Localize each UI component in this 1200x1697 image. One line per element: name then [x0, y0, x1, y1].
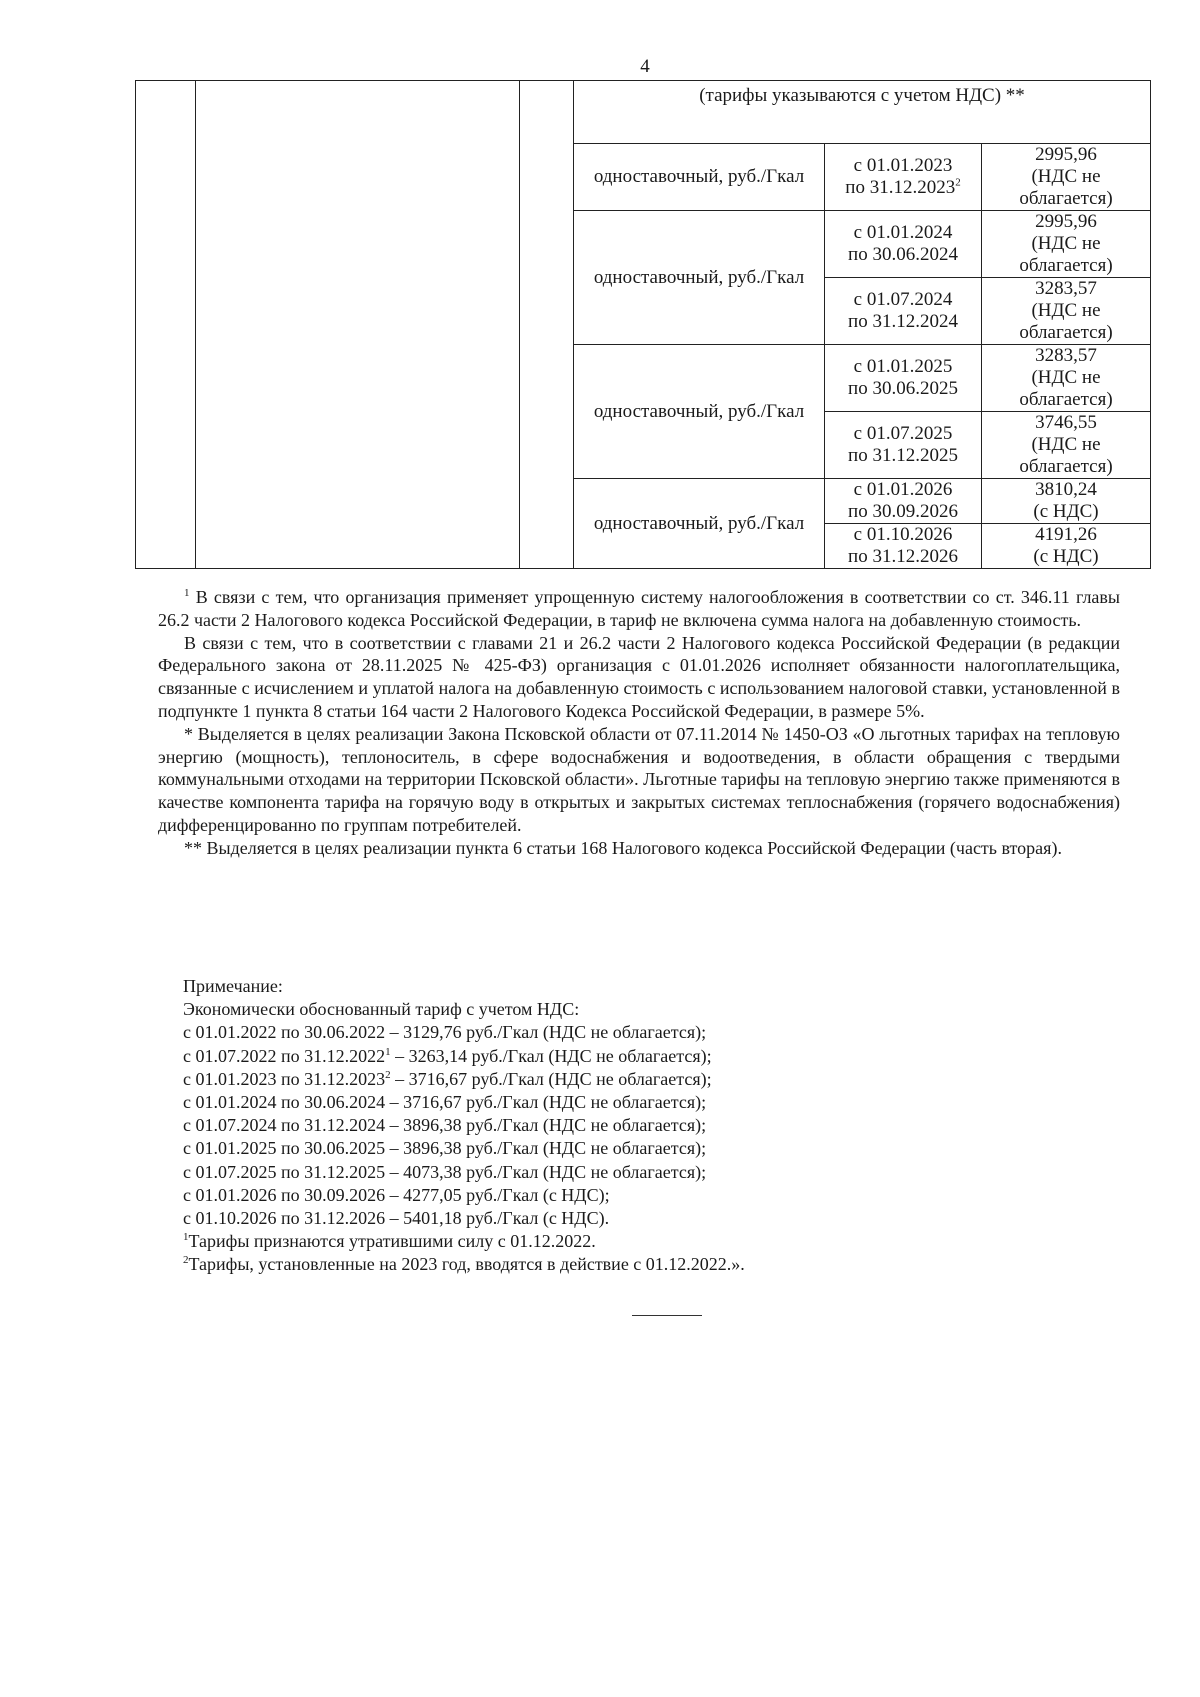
remark-value: – 3716,67 руб./Гкал (НДС не облагается); — [390, 1068, 712, 1089]
tariff-value — [982, 412, 1151, 479]
remark-period: с 01.01.2023 по 31.12.2023 — [183, 1068, 386, 1089]
page-number: 4 — [640, 56, 650, 77]
empty-cell-1 — [136, 81, 196, 569]
tariff-amount: 2995,96 — [1035, 211, 1097, 232]
footnote-text: * Выделяется в целях реализации Закона Псковской области от 07.11.2014 № 1450-ОЗ «О льготных тарифах на тепловую энергию (мощность), теплоноситель, в сфере водоснабжения и водоотведения, в области обращения с твердыми коммунальными отходами на территории Псковской области». Льготные тарифы на тепловую энергию также применяются в качестве компонента тарифа на горячую воду в открытых и закрытых системах теплоснабжения (горячего водоснабжения) дифференцированно по группам потребителей. — [158, 723, 1120, 835]
period-from: с 01.10.2026 — [853, 524, 953, 545]
period-to — [829, 501, 977, 523]
remark-value: – 3896,38 руб./Гкал (НДС не облагается); — [385, 1115, 707, 1136]
period-to — [829, 546, 977, 568]
remark-period: с 01.01.2025 по 30.06.2025 — [183, 1138, 386, 1159]
tariff-value — [982, 211, 1151, 278]
period-from: с 01.07.2024 — [853, 289, 953, 310]
remark-period: с 01.01.2022 по 30.06.2022 — [183, 1022, 386, 1043]
remark-period: с 01.10.2026 по 31.12.2026 — [183, 1208, 386, 1229]
footnote-paragraph — [158, 723, 1120, 837]
table-header-note: (тарифы указываются с учетом НДС) ** — [574, 81, 1151, 144]
period-to-text: по 31.12.2026 — [848, 546, 958, 567]
period-from: с 01.07.2025 — [853, 423, 953, 444]
period-to-text: по 31.12.2023 — [845, 177, 956, 198]
tariff-vat: (НДС не облагается) — [1019, 166, 1113, 209]
tariff-period — [825, 524, 982, 569]
remark-note-sup: 1 — [183, 1231, 189, 1244]
remark-value: – 3263,14 руб./Гкал (НДС не облагается); — [390, 1045, 712, 1066]
end-divider — [632, 1315, 702, 1316]
remark-subtitle: Экономически обоснованный тариф с учетом НДС: — [183, 999, 580, 1020]
footnotes — [158, 586, 1120, 860]
tariff-vat: (НДС не облагается) — [1019, 434, 1113, 477]
tariff-amount: 3746,55 — [1035, 412, 1097, 433]
remark-note — [183, 1230, 1123, 1253]
tariff-value — [982, 524, 1151, 569]
remark-note-sup: 2 — [183, 1254, 189, 1267]
remark-period: с 01.07.2022 по 31.12.2022 — [183, 1045, 386, 1066]
remark-block — [183, 975, 1123, 1277]
footnote-paragraph — [158, 837, 1120, 860]
remark-line — [183, 1161, 1123, 1184]
period-to-sup: 2 — [955, 176, 961, 189]
remark-period: с 01.01.2026 по 30.09.2026 — [183, 1184, 386, 1205]
remark-period: с 01.01.2024 по 30.06.2024 — [183, 1092, 386, 1113]
empty-cell-2 — [196, 81, 520, 569]
footnote-text: ** Выделяется в целях реализации пункта 6 статьи 168 Налогового кодекса Российской Федерации (часть вторая). — [184, 837, 1062, 858]
remark-sup: 2 — [385, 1068, 391, 1081]
remark-sup: 1 — [385, 1045, 391, 1058]
remark-value: – 5401,18 руб./Гкал (с НДС). — [385, 1208, 610, 1229]
tariff-vat: (с НДС) — [1033, 501, 1099, 522]
remark-period: с 01.07.2024 по 31.12.2024 — [183, 1115, 386, 1136]
period-to-text: по 31.12.2024 — [848, 311, 958, 332]
tariff-table — [135, 80, 1151, 569]
tariff-type: одноставочный, руб./Гкал — [574, 345, 825, 479]
tariff-value — [982, 278, 1151, 345]
tariff-period — [825, 479, 982, 524]
period-to — [829, 378, 977, 400]
period-from: с 01.01.2026 — [853, 479, 953, 500]
period-to-text: по 31.12.2025 — [848, 445, 958, 466]
remark-line — [183, 1207, 1123, 1230]
tariff-value — [982, 479, 1151, 524]
period-to — [829, 311, 977, 333]
tariff-type: одноставочный, руб./Гкал — [574, 144, 825, 211]
tariff-vat: (НДС не облагается) — [1019, 367, 1113, 410]
period-to-text: по 30.09.2026 — [848, 501, 958, 522]
remark-line — [183, 1068, 1123, 1091]
remark-period: с 01.07.2025 по 31.12.2025 — [183, 1161, 386, 1182]
tariff-period — [825, 211, 982, 278]
period-to — [829, 445, 977, 467]
remark-line — [183, 1021, 1123, 1044]
remark-note-text: Тарифы, установленные на 2023 год, вводятся в действие с 01.12.2022.». — [188, 1254, 745, 1275]
tariff-period — [825, 278, 982, 345]
remark-value: – 4277,05 руб./Гкал (с НДС); — [385, 1184, 610, 1205]
remark-line — [183, 1045, 1123, 1068]
footnote-text: В связи с тем, что в соответствии с главами 21 и 26.2 части 2 Налогового кодекса Российской Федерации (в редакции Федерального закона от 28.11.2025 № 425-ФЗ) организация с 01.01.2026 исполняет обязанности налогоплательщика, связанные с исчислением и уплатой налога на добавленную стоимость с использованием налоговой ставки, установленной в подпункте 1 пункта 8 статьи 164 части 2 Налогового Кодекса Российской Федерации, в размере 5%. — [158, 632, 1120, 721]
tariff-amount: 3283,57 — [1035, 278, 1097, 299]
footnote-paragraph — [158, 586, 1120, 632]
remark-title: Примечание: — [183, 976, 283, 996]
remark-value: – 4073,38 руб./Гкал (НДС не облагается); — [385, 1161, 707, 1182]
empty-cell-3 — [520, 81, 574, 569]
period-from: с 01.01.2023 — [853, 155, 953, 176]
tariff-value — [982, 345, 1151, 412]
remark-line — [183, 1091, 1123, 1114]
tariff-type: одноставочный, руб./Гкал — [574, 479, 825, 569]
remark-value: – 3896,38 руб./Гкал (НДС не облагается); — [385, 1138, 707, 1159]
remark-value: – 3716,67 руб./Гкал (НДС не облагается); — [385, 1092, 707, 1113]
tariff-value — [982, 144, 1151, 211]
tariff-amount: 3810,24 — [1035, 479, 1097, 500]
tariff-period — [825, 412, 982, 479]
remark-line — [183, 1184, 1123, 1207]
remark-note — [183, 1253, 1123, 1276]
tariff-period — [825, 345, 982, 412]
tariff-amount: 4191,26 — [1035, 524, 1097, 545]
period-to-text: по 30.06.2025 — [848, 378, 958, 399]
footnote-sup: 1 — [184, 587, 190, 599]
tariff-amount: 2995,96 — [1035, 144, 1097, 165]
tariff-amount: 3283,57 — [1035, 345, 1097, 366]
tariff-vat: (с НДС) — [1033, 546, 1099, 567]
period-to-text: по 30.06.2024 — [848, 244, 958, 265]
tariff-vat: (НДС не облагается) — [1019, 300, 1113, 343]
remark-line — [183, 1114, 1123, 1137]
remark-value: – 3129,76 руб./Гкал (НДС не облагается); — [385, 1022, 707, 1043]
footnote-text: В связи с тем, что организация применяет упрощенную систему налогообложения в соответствии со ст. 346.11 главы 26.2 части 2 Налогового кодекса Российской Федерации, в тариф не включена сумма налога на добавленную стоимость. — [158, 587, 1121, 630]
period-from: с 01.01.2024 — [853, 222, 953, 243]
remark-line — [183, 1137, 1123, 1160]
tariff-vat: (НДС не облагается) — [1019, 233, 1113, 276]
period-from: с 01.01.2025 — [853, 356, 953, 377]
period-to — [829, 244, 977, 266]
tariff-period — [825, 144, 982, 211]
remark-note-text: Тарифы признаются утратившими силу с 01.12.2022. — [188, 1231, 596, 1252]
tariff-type: одноставочный, руб./Гкал — [574, 211, 825, 345]
period-to — [829, 177, 977, 199]
footnote-paragraph — [158, 632, 1120, 723]
